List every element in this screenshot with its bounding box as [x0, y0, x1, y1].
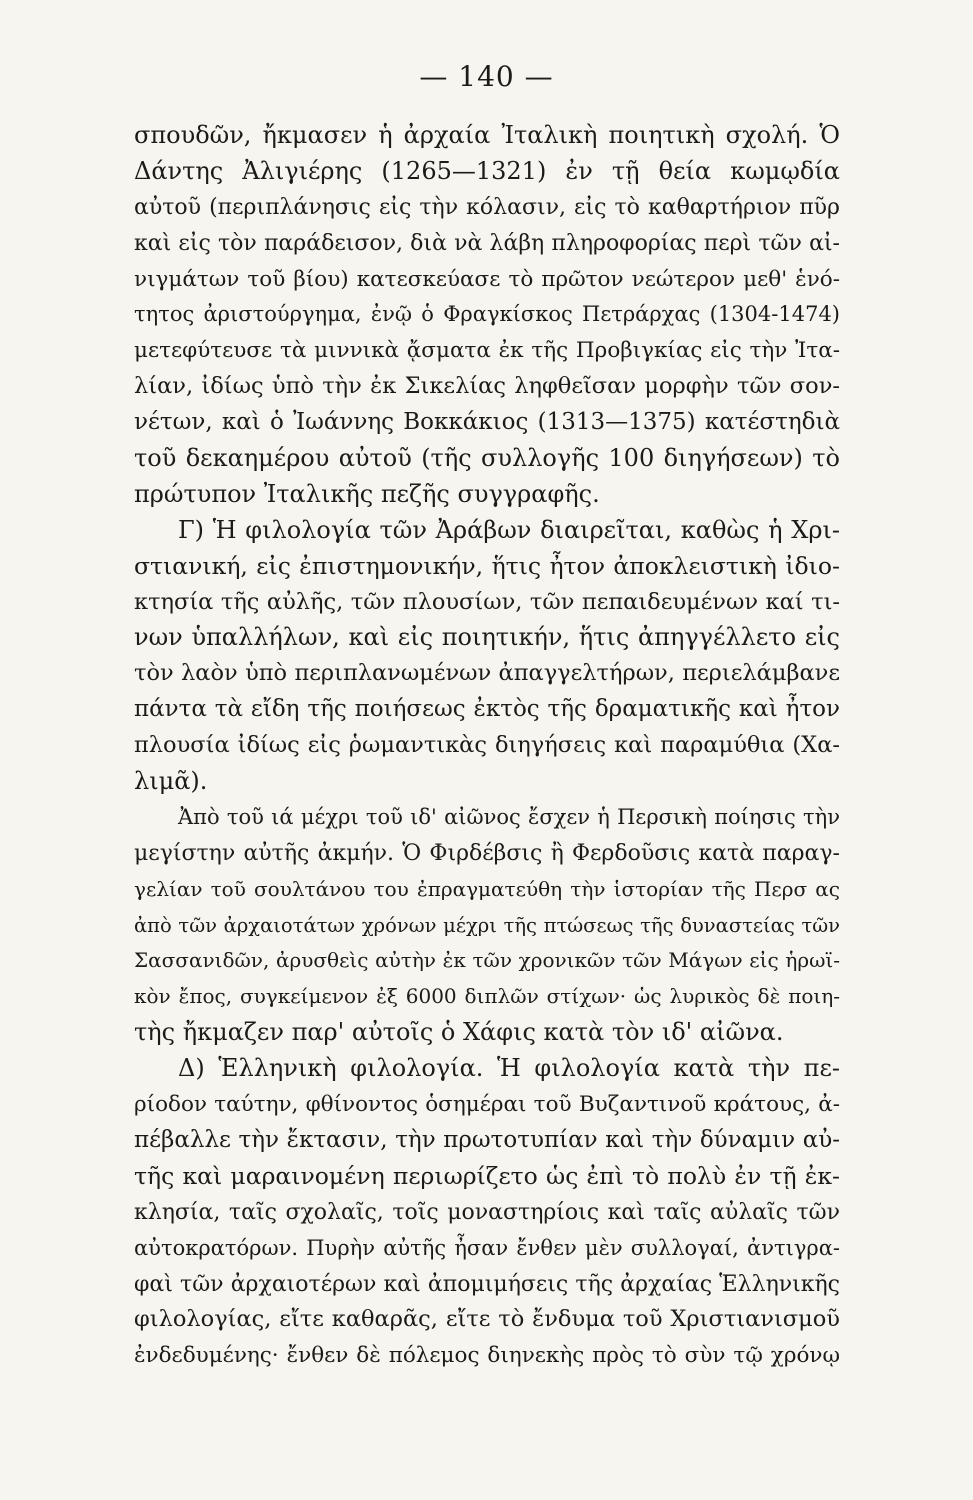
text-line: φαὶ τῶν ἀρχαιοτέρων καὶ ἀπομιμήσεις τῆς ἀρχαίας Ἑλληνικῆς [134, 1271, 840, 1297]
text-line: καὶ εἰς τὸν παράδεισον, διὰ νὰ λάβη πληροφορίας περὶ τῶν αἰ- [134, 230, 840, 256]
text-line: νέτων, καὶ ὁ Ἰωάννης Βοκκάκιος (1313—1375) κατέστηδιὰ [134, 409, 840, 436]
text-line: Γ) Ἡ φιλολογία τῶν Ἀράβων διαιρεῖται, καθὼς ἡ Χρι- [178, 515, 840, 544]
text-line: στιανική, εἰς ἐπιστημονικήν, ἥτις ἦτον ἀποκλειστικὴ ἰδιο- [134, 551, 840, 580]
text-line: λίαν, ἰδίως ὑπὸ τὴν ἐκ Σικελίας ληφθεῖσαν μορφὴν τῶν σον- [134, 373, 840, 400]
text-line: πρώτυπον Ἰταλικῆς πεζῆς συγγραφῆς. [134, 479, 600, 508]
text-line: ἀπὸ τῶν ἀρχαιοτάτων χρόνων μέχρι τῆς πτώσεως τῆς δυναστείας τῶν [134, 913, 840, 937]
text-line: τῆς καὶ μαραινομένη περιωρίζετο ὡς ἐπὶ τὸ πολὺ ἐν τῇ ἐκ- [134, 1161, 840, 1190]
text-line: κτησία τῆς αὐλῆς, τῶν πλουσίων, τῶν πεπαιδευμένων καί τι- [134, 588, 840, 615]
text-line: λιμᾶ). [134, 767, 208, 796]
text-line: Σασσανιδῶν, ἀρυσθεὶς αὐτὴν ἐκ τῶν χρονικῶν τῶν Μάγων εἰς ἡρωϊ- [134, 948, 840, 973]
text-line: πλουσία ἰδίως εἰς ῥωμαντικὰς διηγήσεις καὶ παραμύθια (Χα- [134, 732, 840, 759]
text-line: νιγμάτων τοῦ βίου) κατεσκεύασε τὸ πρῶτον νεώτερον μεθ' ἑνό- [134, 266, 840, 292]
text-line: μετεφύτευσε τὰ μιννικὰ ᾄσματα ἐκ τῆς Προβιγκίας εἰς τὴν Ἰτα- [134, 338, 840, 364]
text-line: αὐτοῦ (περιπλάνησις εἰς τὴν κόλασιν, εἰς τὸ καθαρτήριον πῦρ [134, 194, 840, 220]
text-line: φιλολογίας, εἴτε καθαρᾶς, εἴτε τὸ ἔνδυμα τοῦ Χριστιανισμοῦ [134, 1306, 840, 1333]
page-number: — 140 — [419, 60, 554, 93]
text-line: τὴς ἤκμαζεν παρ' αὐτοῖς ὁ Χάφις κατὰ τὸν ιδ' αἰῶνα. [134, 1018, 784, 1047]
text-line: ρίοδον ταύτην, φθίνοντος ὁσημέραι τοῦ Βυζαντινοῦ κράτους, ἀ- [134, 1092, 840, 1118]
body-text [134, 118, 840, 1374]
text-line: τὸν λαὸν ὑπὸ περιπλανωμένων ἀπαγγελτήρων, περιελάμβανε [134, 660, 840, 687]
text-line: αὐτοκρατόρων. Πυρὴν αὐτῆς ἦσαν ἔνθεν μὲν συλλογαί, ἀντιγρα- [134, 1235, 840, 1260]
text-line: ἐνδεδυμένης· ἔνθεν δὲ πόλεμος διηνεκὴς πρὸς τὸ σὺν τῷ χρόνῳ [134, 1343, 840, 1369]
text-line: κὸν ἔπος, συγκείμενον ἐξ 6000 διπλῶν στίχων· ὡς λυρικὸς δὲ ποιη- [134, 984, 840, 1009]
text-line: μεγίστην αὐτῆς ἀκμήν. Ὁ Φιρδέβσις ἢ Φερδοῦσις κατὰ παραγ- [134, 840, 840, 866]
text-line: Ἀπὸ τοῦ ιά μέχρι τοῦ ιδ' αἰῶνος ἔσχεν ἡ Περσικὴ ποίησις τὴν [178, 804, 840, 829]
text-line: Δ) Ἑλληνικὴ φιλολογία. Ἡ φιλολογία κατὰ τὴν πε- [178, 1054, 840, 1083]
text-line: νων ὑπαλλήλων, καὶ εἰς ποιητικήν, ἥτις ἀπηγγέλλετο εἰς [134, 623, 840, 652]
text-line: τοῦ δεκαημέρου αὐτοῦ (τῆς συλλογῆς 100 διηγήσεων) τὸ [134, 444, 840, 473]
text-line: γελίαν τοῦ σουλτάνου του ἐπραγματεύθη τὴν ἱστορίαν τῆς Περσ ας [134, 876, 840, 901]
text-line: πάντα τὰ εἴδη τῆς ποιήσεως ἐκτὸς τῆς δραματικῆς καὶ ἦτον [134, 696, 840, 723]
text-line: τητος ἀριστούργημα, ἐνῷ ὁ Φραγκίσκος Πετράρχας (1304-1474) [134, 302, 840, 327]
text-line: πέβαλλε τὴν ἔκτασιν, τὴν πρωτοτυπίαν καὶ τὴν δύναμιν αὐ- [134, 1126, 840, 1153]
text-line: κλησία, ταῖς σχολαῖς, τοῖς μοναστηρίοις καὶ ταῖς αὐλαῖς τῶν [134, 1199, 840, 1225]
text-line: σπουδῶν, ἤκμασεν ἡ ἀρχαία Ἰταλικὴ ποιητικὴ σχολή. Ὁ [134, 121, 840, 149]
text-line: Δάντης Ἀλιγιέρης (1265—1321) ἐν τῇ θεία κωμῳδία [134, 156, 840, 185]
